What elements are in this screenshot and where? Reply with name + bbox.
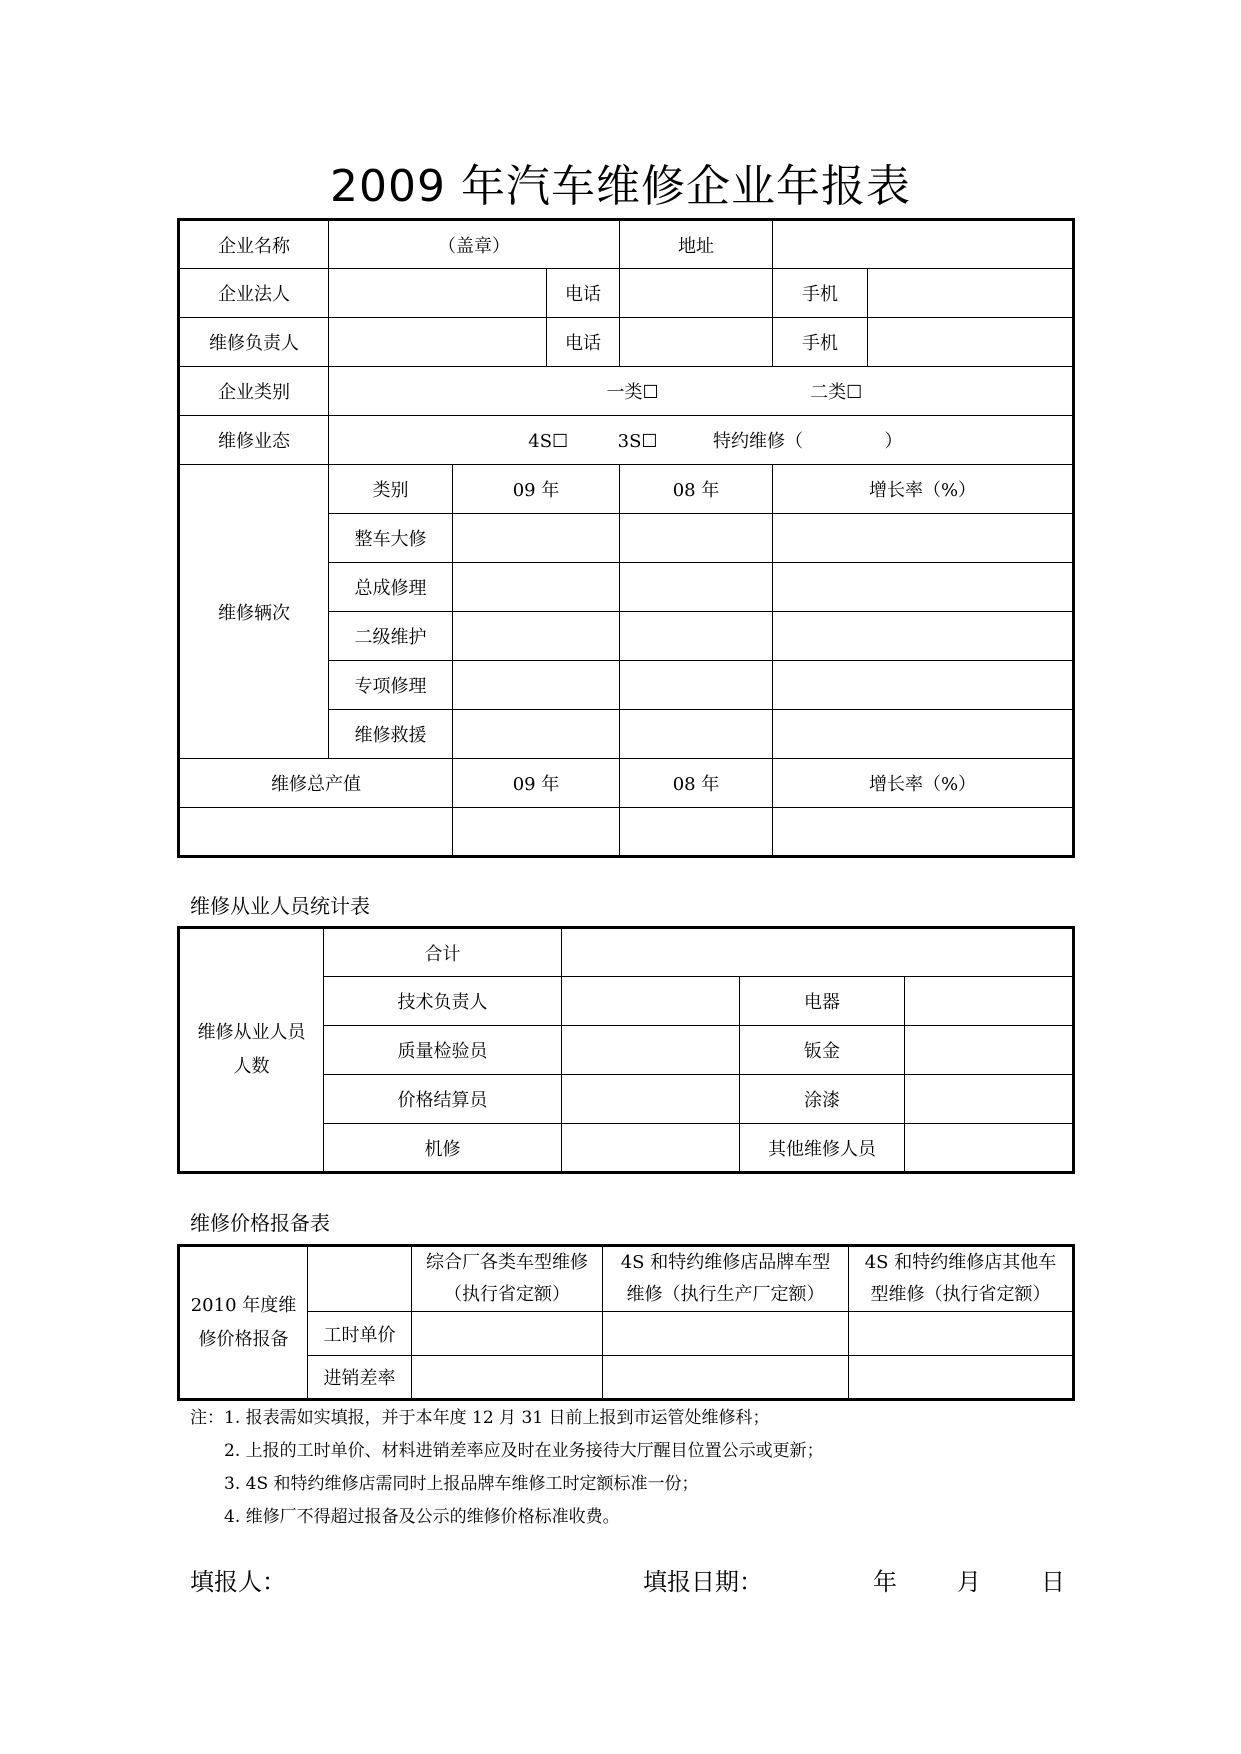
category-option-2[interactable]: 二类☐ <box>810 382 863 403</box>
output-year-09-header: 09 年 <box>453 759 620 808</box>
output-09-cell[interactable] <box>453 808 620 857</box>
cell-growth[interactable] <box>773 563 1074 612</box>
filler-label: 填报人： <box>190 1568 286 1596</box>
repair-count-label: 维修辆次 <box>179 465 329 759</box>
staff-count-label <box>179 928 324 1173</box>
role-label: 钣金 <box>740 1026 905 1075</box>
repair-type-label: 专项修理 <box>329 661 453 710</box>
manager-mobile-field[interactable] <box>868 318 1074 367</box>
cell-08[interactable] <box>620 563 773 612</box>
staff-table <box>177 926 1075 1174</box>
col-general-line2: （执行省定额） <box>444 1284 570 1305</box>
legal-mobile-label: 手机 <box>773 269 868 318</box>
legal-phone-field[interactable] <box>620 269 773 318</box>
role-label: 电器 <box>740 977 905 1026</box>
business-form-label: 维修业态 <box>179 416 329 465</box>
output-growth-cell[interactable] <box>773 808 1074 857</box>
repair-type-label: 总成修理 <box>329 563 453 612</box>
date-label: 填报日期： <box>643 1568 763 1596</box>
role-label: 涂漆 <box>740 1075 905 1124</box>
year-08-header: 08 年 <box>620 465 773 514</box>
cell-08[interactable] <box>620 612 773 661</box>
date-day: 日 <box>1041 1568 1065 1596</box>
enterprise-name-field[interactable] <box>329 220 620 269</box>
col-brand-header <box>603 1246 849 1312</box>
markup-rate-label: 进销差率 <box>308 1356 412 1400</box>
category-option-1[interactable]: 一类☐ <box>606 382 659 403</box>
cell-09[interactable] <box>453 563 620 612</box>
cell-08[interactable] <box>620 514 773 563</box>
form-special-option[interactable]: 特约维修（ <box>713 431 804 452</box>
price-cell[interactable] <box>849 1356 1074 1400</box>
cell-08[interactable] <box>620 661 773 710</box>
staff-count-label-line1: 维修从业人员 <box>197 1022 306 1043</box>
legal-person-field[interactable] <box>329 269 547 318</box>
col-other-header <box>849 1246 1074 1312</box>
role-count-field[interactable] <box>905 1075 1074 1124</box>
staff-section-heading: 维修从业人员统计表 <box>190 894 370 918</box>
growth-rate-header: 增长率（%） <box>773 465 1074 514</box>
role-label: 机修 <box>324 1124 562 1173</box>
form-special-close: ） <box>884 431 903 452</box>
enterprise-report-table <box>177 218 1075 858</box>
col-other-line2: 型维修（执行省定额） <box>870 1284 1051 1305</box>
note-item: 2. 上报的工时单价、材料进销差率应及时在业务接待大厅醒目位置公示或更新； <box>224 1441 824 1461</box>
price-cell[interactable] <box>603 1312 849 1356</box>
cell-growth[interactable] <box>773 514 1074 563</box>
form-3s-option[interactable]: 3S☐ <box>617 431 658 452</box>
manager-mobile-label: 手机 <box>773 318 868 367</box>
role-count-field[interactable] <box>905 1124 1074 1173</box>
col-other-line1: 4S 和特约维修店其他车 <box>864 1252 1057 1273</box>
cell-09[interactable] <box>453 514 620 563</box>
type-header: 类别 <box>329 465 453 514</box>
col-brand-line1: 4S 和特约维修店品牌车型 <box>620 1252 831 1273</box>
role-count-field[interactable] <box>562 1124 740 1173</box>
role-count-field[interactable] <box>905 1026 1074 1075</box>
role-label: 其他维修人员 <box>740 1124 905 1173</box>
legal-person-label: 企业法人 <box>179 269 329 318</box>
output-year-08-header: 08 年 <box>620 759 773 808</box>
enterprise-name-label: 企业名称 <box>179 220 329 269</box>
total-label: 合计 <box>324 928 562 977</box>
note-item: 3. 4S 和特约维修店需同时上报品牌车维修工时定额标准一份； <box>224 1474 699 1494</box>
price-table <box>177 1244 1075 1401</box>
cell-growth[interactable] <box>773 612 1074 661</box>
role-count-field[interactable] <box>562 1075 740 1124</box>
cell-08[interactable] <box>620 710 773 759</box>
cell-09[interactable] <box>453 710 620 759</box>
seal-placeholder: （盖章） <box>438 235 510 257</box>
col-general-header <box>412 1246 603 1312</box>
total-field[interactable] <box>562 928 1074 977</box>
cell-growth[interactable] <box>773 661 1074 710</box>
col-brand-line2: 维修（执行生产厂定额） <box>626 1284 825 1305</box>
price-cell[interactable] <box>849 1312 1074 1356</box>
year-09-header: 09 年 <box>453 465 620 514</box>
price-cell[interactable] <box>412 1356 603 1400</box>
legal-phone-label: 电话 <box>547 269 620 318</box>
note-item: 4. 维修厂不得超过报备及公示的维修价格标准收费。 <box>224 1507 620 1527</box>
output-08-cell[interactable] <box>620 808 773 857</box>
role-count-field[interactable] <box>905 977 1074 1026</box>
repair-manager-field[interactable] <box>329 318 547 367</box>
repair-type-label: 维修救援 <box>329 710 453 759</box>
price-section-heading: 维修价格报备表 <box>190 1211 330 1235</box>
role-count-field[interactable] <box>562 1026 740 1075</box>
business-form-options <box>329 416 1074 465</box>
form-4s-option[interactable]: 4S☐ <box>528 431 569 452</box>
cell-09[interactable] <box>453 661 620 710</box>
role-count-field[interactable] <box>562 977 740 1026</box>
date-month: 月 <box>957 1568 981 1596</box>
role-label: 技术负责人 <box>324 977 562 1026</box>
output-growth-header: 增长率（%） <box>773 759 1074 808</box>
manager-phone-label: 电话 <box>547 318 620 367</box>
cell-growth[interactable] <box>773 710 1074 759</box>
col-general-line1: 综合厂各类车型维修 <box>426 1252 588 1273</box>
price-row-label <box>179 1246 308 1400</box>
price-cell[interactable] <box>412 1312 603 1356</box>
date-year: 年 <box>873 1568 897 1596</box>
category-options <box>329 367 1074 416</box>
page-title: 2009 年汽车维修企业年报表 <box>330 161 911 212</box>
address-label: 地址 <box>620 220 773 269</box>
staff-count-label-line2: 人数 <box>233 1056 270 1077</box>
date-line <box>643 1562 1065 1597</box>
price-cell[interactable] <box>603 1356 849 1400</box>
role-label: 价格结算员 <box>324 1075 562 1124</box>
notes-block <box>190 1402 824 1534</box>
repair-manager-label: 维修负责人 <box>179 318 329 367</box>
legal-mobile-field[interactable] <box>868 269 1074 318</box>
repair-type-label: 二级维护 <box>329 612 453 661</box>
output-blank-cell[interactable] <box>179 808 453 857</box>
category-label: 企业类别 <box>179 367 329 416</box>
manager-phone-field[interactable] <box>620 318 773 367</box>
total-output-label: 维修总产值 <box>179 759 453 808</box>
price-row-label-line1: 2010 年度维 <box>190 1294 297 1316</box>
address-field[interactable] <box>773 220 1074 269</box>
cell-09[interactable] <box>453 612 620 661</box>
price-row-label-line2: 修价格报备 <box>198 1328 289 1350</box>
labor-unit-price-label: 工时单价 <box>308 1312 412 1356</box>
note-item: 注：1. 报表需如实填报，并于本年度 12 月 31 日前上报到市运管处维修科； <box>190 1408 770 1428</box>
role-label: 质量检验员 <box>324 1026 562 1075</box>
price-corner-cell <box>308 1246 412 1312</box>
repair-type-label: 整车大修 <box>329 514 453 563</box>
